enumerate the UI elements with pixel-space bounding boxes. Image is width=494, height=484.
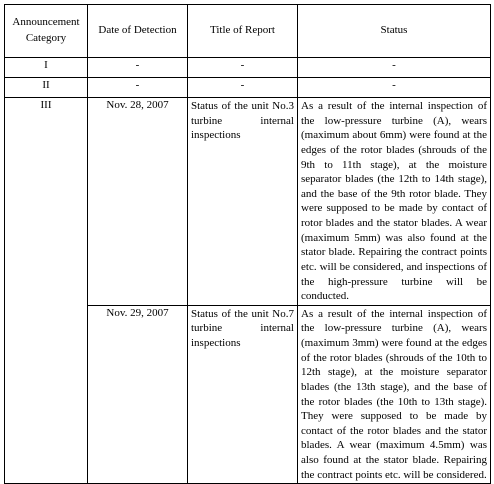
header-date-of-detection: Date of Detection [88, 5, 188, 58]
date-cell: Nov. 28, 2007 [88, 98, 188, 306]
title-cell: - [188, 58, 298, 78]
title-cell: - [188, 78, 298, 98]
header-status: Status [298, 5, 491, 58]
header-announcement-category: Announcement Category [5, 5, 88, 58]
table-row [5, 98, 491, 306]
category-cell: III [5, 98, 88, 484]
status-cell: As a result of the internal inspection of the low-pressure turbine (A), wears (maximum 3mm) were found at the edges of the rotor blades (shrouds of the 10th to 12th stage), at the moisture separator blades (the 13th stage), and the base of the rotor blades (the 10th to 13th stage). They were supposed to be made by contact of the rotor blades and the stator blades. A wear (maximum 4.5mm) was also found at the stator blade. Repairing the contract points etc. will be considered. [298, 305, 491, 484]
table-row [5, 58, 491, 78]
status-cell: - [298, 58, 491, 78]
header-title-of-report: Title of Report [188, 5, 298, 58]
category-cell: I [5, 58, 88, 78]
category-cell: II [5, 78, 88, 98]
date-cell: - [88, 58, 188, 78]
status-cell: As a result of the internal inspection of the low-pressure turbine (A), wears (maximum about 6mm) were found at the edges of the rotor blades (shrouds of the 9th to 11th stage), at the moisture separator blades (the 12th to 14th stage), and the base of the 9th rotor blade. They were supposed to be made by contact of rotor blades and the stator blades. A wear (maximum 5mm) was also found at the stator blade. Repairing the contract points etc. will be considered, and inspections of the high-pressure turbine will be conducted. [298, 98, 491, 306]
status-cell: - [298, 78, 491, 98]
title-cell: Status of the unit No.7 turbine internal inspections [188, 305, 298, 484]
announcement-table [4, 4, 491, 484]
date-cell: Nov. 29, 2007 [88, 305, 188, 484]
table-row [5, 78, 491, 98]
table-header-row [5, 5, 491, 58]
date-cell: - [88, 78, 188, 98]
title-cell: Status of the unit No.3 turbine internal inspections [188, 98, 298, 306]
